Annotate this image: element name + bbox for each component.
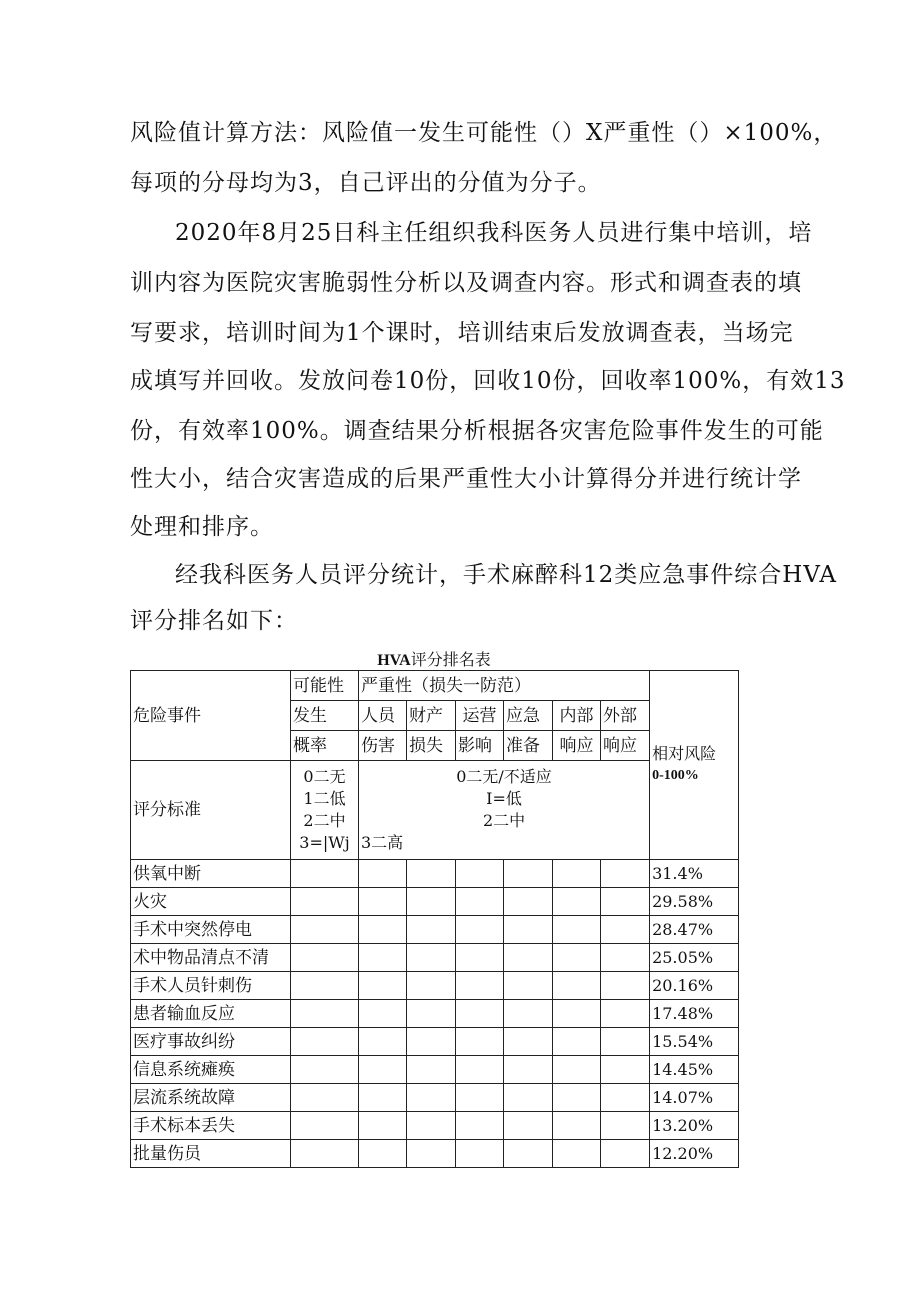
- paragraph-line: 性大小，结合灾害造成的后果严重性大小计算得分并进行统计学: [130, 466, 802, 492]
- row-score-cell: [456, 1140, 504, 1168]
- header-injury: 伤害: [359, 731, 407, 761]
- table-row: [131, 972, 739, 1000]
- table-row: [131, 888, 739, 916]
- row-score-cell: [407, 944, 456, 972]
- header-personnel: 人员: [359, 701, 407, 731]
- row-score-cell: [359, 888, 407, 916]
- row-relative-risk: 17.48%: [650, 1000, 739, 1028]
- row-score-cell: [359, 1112, 407, 1140]
- header-possibility: 可能性: [291, 671, 359, 701]
- relative-risk-range: 0-100%: [652, 768, 699, 783]
- row-event: 术中物品清点不清: [131, 944, 291, 972]
- paragraph-line: 经我科医务人员评分统计，手术麻醉科12类应急事件综合HVA: [175, 562, 837, 588]
- table-title-abbr: HVA: [377, 652, 411, 669]
- relative-risk-label: 相对风险: [652, 744, 717, 763]
- header-prob: 概率: [291, 731, 359, 761]
- paragraph-line: 评分排名如下：: [130, 608, 298, 634]
- row-score-cell: [553, 1140, 601, 1168]
- row-score-cell: [359, 1000, 407, 1028]
- table-row: [131, 1000, 739, 1028]
- row-score-cell: [553, 972, 601, 1000]
- row-event: 层流系统故障: [131, 1084, 291, 1112]
- paragraph-line: 份，有效率100%。调查结果分析根据各灾害危险事件发生的可能: [130, 418, 824, 444]
- row-score-cell: [553, 1000, 601, 1028]
- standard-possibility-line: 1二低: [303, 789, 346, 808]
- row-score-cell: [291, 916, 359, 944]
- standard-row: [131, 761, 739, 860]
- paragraph-line: 每项的分母均为3，自己评出的分值为分子。: [130, 170, 602, 196]
- row-relative-risk: 15.54%: [650, 1028, 739, 1056]
- row-score-cell: [504, 944, 553, 972]
- paragraph-line: 处理和排序。: [130, 514, 274, 540]
- row-relative-risk: 25.05%: [650, 944, 739, 972]
- row-score-cell: [601, 1112, 650, 1140]
- data-rows: [131, 860, 739, 1168]
- header-external: 外部: [601, 701, 650, 731]
- row-score-cell: [504, 888, 553, 916]
- row-relative-risk: 31.4%: [650, 860, 739, 888]
- header-relative-risk: [650, 671, 739, 860]
- header-loss: 损失: [407, 731, 456, 761]
- row-score-cell: [456, 1112, 504, 1140]
- row-score-cell: [601, 860, 650, 888]
- row-score-cell: [359, 1084, 407, 1112]
- row-score-cell: [553, 1084, 601, 1112]
- row-event: 批量伤员: [131, 1140, 291, 1168]
- table-row: [131, 944, 739, 972]
- row-score-cell: [407, 860, 456, 888]
- standard-label: 评分标准: [131, 761, 291, 860]
- row-score-cell: [359, 1140, 407, 1168]
- standard-possibility-line: 2二中: [303, 811, 346, 830]
- row-score-cell: [504, 972, 553, 1000]
- header-occur: 发生: [291, 701, 359, 731]
- row-score-cell: [456, 888, 504, 916]
- row-event: 火灾: [131, 888, 291, 916]
- row-score-cell: [553, 916, 601, 944]
- header-event: 危险事件: [131, 671, 291, 761]
- table-row: [131, 1084, 739, 1112]
- row-score-cell: [601, 1084, 650, 1112]
- row-score-cell: [504, 1000, 553, 1028]
- header-severity: 严重性（损失一防范）: [359, 671, 650, 701]
- row-score-cell: [553, 1028, 601, 1056]
- row-event: 医疗事故纠纷: [131, 1028, 291, 1056]
- header-external-resp: 响应: [601, 731, 650, 761]
- row-score-cell: [456, 1028, 504, 1056]
- row-score-cell: [601, 888, 650, 916]
- row-score-cell: [291, 888, 359, 916]
- table-row: [131, 1028, 739, 1056]
- row-score-cell: [553, 944, 601, 972]
- standard-severity-line: 3二高: [361, 833, 404, 852]
- row-score-cell: [504, 1028, 553, 1056]
- row-score-cell: [504, 1112, 553, 1140]
- standard-possibility-line: 0二无: [303, 767, 346, 786]
- row-event: 手术人员针刺伤: [131, 972, 291, 1000]
- row-score-cell: [291, 1056, 359, 1084]
- header-emergency: 应急: [504, 701, 553, 731]
- header-row: [131, 671, 739, 701]
- row-score-cell: [601, 916, 650, 944]
- table-row: [131, 860, 739, 888]
- standard-severity-line: 2二中: [482, 811, 526, 830]
- row-score-cell: [504, 860, 553, 888]
- standard-possibility-line: 3=|Wj: [299, 833, 350, 852]
- row-relative-risk: 13.20%: [650, 1112, 739, 1140]
- row-score-cell: [407, 972, 456, 1000]
- row-relative-risk: 28.47%: [650, 916, 739, 944]
- row-score-cell: [291, 972, 359, 1000]
- row-event: 患者输血反应: [131, 1000, 291, 1028]
- row-score-cell: [456, 944, 504, 972]
- table-row: [131, 1112, 739, 1140]
- row-score-cell: [407, 1140, 456, 1168]
- header-prep: 准备: [504, 731, 553, 761]
- standard-possibility: [291, 761, 359, 860]
- row-score-cell: [291, 1140, 359, 1168]
- row-score-cell: [601, 1056, 650, 1084]
- row-score-cell: [456, 860, 504, 888]
- row-score-cell: [407, 888, 456, 916]
- row-score-cell: [601, 1140, 650, 1168]
- header-property: 财产: [407, 701, 456, 731]
- table-title-text: 评分排名表: [410, 650, 491, 669]
- row-score-cell: [553, 1056, 601, 1084]
- row-score-cell: [291, 860, 359, 888]
- row-score-cell: [553, 860, 601, 888]
- row-relative-risk: 29.58%: [650, 888, 739, 916]
- row-event: 信息系统瘫痪: [131, 1056, 291, 1084]
- row-score-cell: [553, 888, 601, 916]
- standard-severity-line: I=低: [486, 789, 522, 808]
- row-relative-risk: 14.07%: [650, 1084, 739, 1112]
- standard-severity: [359, 761, 650, 860]
- row-score-cell: [359, 944, 407, 972]
- table-row: [131, 1056, 739, 1084]
- row-relative-risk: 12.20%: [650, 1140, 739, 1168]
- row-score-cell: [456, 916, 504, 944]
- row-score-cell: [291, 1084, 359, 1112]
- row-score-cell: [407, 1028, 456, 1056]
- row-score-cell: [504, 916, 553, 944]
- paragraph-line: 风险值计算方法：风险值一发生可能性（）X严重性（）×100%，: [130, 120, 838, 146]
- table-row: [131, 1140, 739, 1168]
- row-score-cell: [407, 1084, 456, 1112]
- row-score-cell: [456, 1000, 504, 1028]
- row-score-cell: [407, 916, 456, 944]
- row-score-cell: [601, 944, 650, 972]
- table-row: [131, 916, 739, 944]
- row-relative-risk: 20.16%: [650, 972, 739, 1000]
- row-score-cell: [359, 860, 407, 888]
- row-score-cell: [553, 1112, 601, 1140]
- paragraph-line: 成填写并回收。发放问卷10份，回收10份，回收率100%，有效13: [130, 368, 846, 394]
- row-score-cell: [504, 1056, 553, 1084]
- row-event: 手术标本丢失: [131, 1112, 291, 1140]
- row-score-cell: [359, 1056, 407, 1084]
- row-score-cell: [601, 1028, 650, 1056]
- header-internal-resp: 响应: [553, 731, 601, 761]
- header-internal: 内部: [553, 701, 601, 731]
- row-score-cell: [504, 1084, 553, 1112]
- row-score-cell: [456, 1084, 504, 1112]
- hva-table: [130, 670, 739, 1168]
- standard-severity-line: 0二无/不适应: [456, 767, 552, 786]
- row-relative-risk: 14.45%: [650, 1056, 739, 1084]
- row-score-cell: [456, 972, 504, 1000]
- row-score-cell: [359, 972, 407, 1000]
- paragraph-line: 写要求，培训时间为1个课时，培训结束后发放调查表，当场完: [130, 320, 794, 346]
- row-score-cell: [407, 1000, 456, 1028]
- row-score-cell: [291, 1000, 359, 1028]
- header-impact: 影响: [456, 731, 504, 761]
- row-score-cell: [291, 1112, 359, 1140]
- row-event: 手术中突然停电: [131, 916, 291, 944]
- row-score-cell: [456, 1056, 504, 1084]
- row-score-cell: [359, 1028, 407, 1056]
- row-score-cell: [601, 972, 650, 1000]
- row-event: 供氧中断: [131, 860, 291, 888]
- row-score-cell: [359, 916, 407, 944]
- row-score-cell: [407, 1056, 456, 1084]
- row-score-cell: [504, 1140, 553, 1168]
- row-score-cell: [601, 1000, 650, 1028]
- row-score-cell: [291, 1028, 359, 1056]
- row-score-cell: [291, 944, 359, 972]
- table-title: [130, 650, 738, 671]
- paragraph-line: 2020年8月25日科主任组织我科医务人员进行集中培训，培: [175, 220, 813, 246]
- paragraph-line: 训内容为医院灾害脆弱性分析以及调查内容。形式和调查表的填: [130, 270, 802, 296]
- header-operation: 运营: [456, 701, 504, 731]
- row-score-cell: [407, 1112, 456, 1140]
